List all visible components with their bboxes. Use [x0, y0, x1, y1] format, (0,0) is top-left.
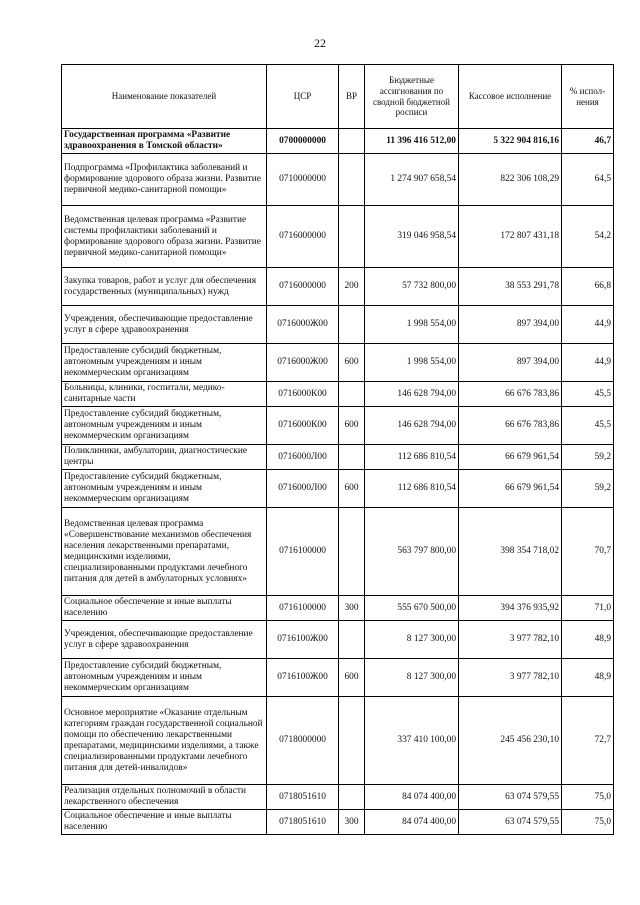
cell-csr: 0716000К00	[267, 407, 339, 445]
table-row	[62, 810, 614, 835]
header-vr: ВР	[339, 65, 365, 129]
table-row	[62, 129, 614, 154]
cell-name: Социальное обеспечение и иные выплаты населению	[62, 810, 267, 835]
cell-cash: 66 679 961,54	[459, 470, 562, 508]
cell-name: Предоставление субсидий бюджетным, автономным учреждениям и иным некоммерческим организациям	[62, 470, 267, 508]
cell-cash: 897 394,00	[459, 306, 562, 344]
cell-name: Реализация отдельных полномочий в области лекарственного обеспечения	[62, 785, 267, 810]
cell-csr: 0716100Ж00	[267, 659, 339, 697]
cell-pct: 75,0	[562, 810, 614, 835]
cell-pct: 48,9	[562, 659, 614, 697]
cell-cash: 66 679 961,54	[459, 445, 562, 470]
cell-pct: 45,5	[562, 382, 614, 407]
table-row	[62, 697, 614, 785]
cell-pct: 64,5	[562, 154, 614, 206]
cell-vr	[339, 129, 365, 154]
cell-vr	[339, 697, 365, 785]
cell-cash: 3 977 782,10	[459, 621, 562, 659]
cell-cash: 245 456 230,10	[459, 697, 562, 785]
cell-vr	[339, 621, 365, 659]
cell-vr	[339, 382, 365, 407]
cell-cash: 172 807 431,18	[459, 206, 562, 268]
cell-plan: 112 686 810,54	[365, 470, 459, 508]
cell-cash: 38 553 291,78	[459, 268, 562, 306]
budget-execution-table	[61, 64, 614, 835]
cell-csr: 0716000000	[267, 268, 339, 306]
cell-vr	[339, 508, 365, 596]
cell-plan: 112 686 810,54	[365, 445, 459, 470]
cell-vr: 600	[339, 470, 365, 508]
cell-csr: 0716000Л00	[267, 445, 339, 470]
cell-plan: 8 127 300,00	[365, 659, 459, 697]
cell-csr: 0716000Л00	[267, 470, 339, 508]
cell-name: Подпрограмма «Профилактика заболеваний и формирование здорового образа жизни. Развитие первичной медико-санитарной помощи»	[62, 154, 267, 206]
cell-pct: 72,7	[562, 697, 614, 785]
cell-vr: 300	[339, 810, 365, 835]
cell-csr: 0716000Ж00	[267, 306, 339, 344]
cell-csr: 0716000К00	[267, 382, 339, 407]
cell-pct: 44,9	[562, 306, 614, 344]
cell-cash: 3 977 782,10	[459, 659, 562, 697]
table-row	[62, 596, 614, 621]
cell-csr: 0718051610	[267, 785, 339, 810]
cell-cash: 66 676 783,86	[459, 382, 562, 407]
cell-plan: 146 628 794,00	[365, 407, 459, 445]
cell-plan: 11 396 416 512,00	[365, 129, 459, 154]
cell-vr: 600	[339, 659, 365, 697]
cell-vr	[339, 206, 365, 268]
cell-name: Ведомственная целевая программа «Развитие системы профилактики заболеваний и формирование здорового образа жизни. Развитие первичной медико-санитарной помощи»	[62, 206, 267, 268]
table-row	[62, 206, 614, 268]
cell-pct: 71,0	[562, 596, 614, 621]
cell-pct: 45,5	[562, 407, 614, 445]
cell-pct: 75,0	[562, 785, 614, 810]
cell-cash: 63 074 579,55	[459, 785, 562, 810]
cell-plan: 146 628 794,00	[365, 382, 459, 407]
cell-name: Предоставление субсидий бюджетным, автономным учреждениям и иным некоммерческим организациям	[62, 407, 267, 445]
cell-csr: 0716000000	[267, 206, 339, 268]
cell-cash: 5 322 904 816,16	[459, 129, 562, 154]
cell-cash: 63 074 579,55	[459, 810, 562, 835]
table-row	[62, 470, 614, 508]
cell-vr	[339, 445, 365, 470]
table-row	[62, 508, 614, 596]
cell-csr: 0716100Ж00	[267, 621, 339, 659]
header-csr: ЦСР	[267, 65, 339, 129]
table-row	[62, 382, 614, 407]
cell-name: Государственная программа «Развитие здравоохранения в Томской области»	[62, 129, 267, 154]
table-row	[62, 306, 614, 344]
cell-cash: 66 676 783,86	[459, 407, 562, 445]
cell-csr: 0718000000	[267, 697, 339, 785]
table-row	[62, 344, 614, 382]
cell-vr	[339, 785, 365, 810]
cell-plan: 1 998 554,00	[365, 344, 459, 382]
cell-name: Ведомственная целевая программа «Совершенствование механизмов обеспечения населения лекарственными препаратами, медицинскими изделиями, специализированными продуктами лечебного питания для детей в амбулаторных условиях»	[62, 508, 267, 596]
cell-name: Учреждения, обеспечивающие предоставление услуг в сфере здравоохранения	[62, 621, 267, 659]
cell-csr: 0718051610	[267, 810, 339, 835]
table-row	[62, 407, 614, 445]
table-row	[62, 268, 614, 306]
cell-vr: 300	[339, 596, 365, 621]
table-row	[62, 659, 614, 697]
cell-cash: 897 394,00	[459, 344, 562, 382]
cell-vr: 600	[339, 344, 365, 382]
cell-name: Закупка товаров, работ и услуг для обеспечения государственных (муниципальных) нужд	[62, 268, 267, 306]
table-header-row	[62, 65, 614, 129]
cell-csr: 0700000000	[267, 129, 339, 154]
cell-vr: 600	[339, 407, 365, 445]
cell-pct: 54,2	[562, 206, 614, 268]
cell-csr: 0716000Ж00	[267, 344, 339, 382]
cell-plan: 1 998 554,00	[365, 306, 459, 344]
cell-plan: 1 274 907 658,54	[365, 154, 459, 206]
cell-name: Больницы, клиники, госпитали, медико-санитарные части	[62, 382, 267, 407]
cell-cash: 822 306 108,29	[459, 154, 562, 206]
cell-name: Поликлиники, амбулатории, диагностические центры	[62, 445, 267, 470]
cell-pct: 46,7	[562, 129, 614, 154]
cell-vr	[339, 154, 365, 206]
cell-name: Предоставление субсидий бюджетным, автономным учреждениям и иным некоммерческим организациям	[62, 344, 267, 382]
cell-pct: 44,9	[562, 344, 614, 382]
cell-plan: 555 670 500,00	[365, 596, 459, 621]
cell-csr: 0716100000	[267, 596, 339, 621]
table-row	[62, 785, 614, 810]
cell-cash: 394 376 935,92	[459, 596, 562, 621]
table-body	[62, 129, 614, 835]
table-row	[62, 621, 614, 659]
cell-csr: 0716100000	[267, 508, 339, 596]
cell-name: Учреждения, обеспечивающие предоставление услуг в сфере здравоохранения	[62, 306, 267, 344]
cell-plan: 563 797 800,00	[365, 508, 459, 596]
cell-name: Основное мероприятие «Оказание отдельным категориям граждан государственной социальной помощи по обеспечению лекарственными препаратами, медицинскими изделиями, а также специализированными продуктами лечебного питания для детей-инвалидов»	[62, 697, 267, 785]
cell-pct: 59,2	[562, 470, 614, 508]
header-pct: % испол-нения	[562, 65, 614, 129]
page-number: 22	[314, 36, 326, 50]
header-cash: Кассовое исполнение	[459, 65, 562, 129]
cell-plan: 84 074 400,00	[365, 810, 459, 835]
header-plan: Бюджетные ассигнования по сводной бюджетной росписи	[365, 65, 459, 129]
cell-pct: 59,2	[562, 445, 614, 470]
cell-plan: 84 074 400,00	[365, 785, 459, 810]
table-row	[62, 154, 614, 206]
cell-vr: 200	[339, 268, 365, 306]
cell-csr: 0710000000	[267, 154, 339, 206]
table-row	[62, 445, 614, 470]
header-name: Наименование показателей	[62, 65, 267, 129]
cell-plan: 8 127 300,00	[365, 621, 459, 659]
cell-plan: 319 046 958,54	[365, 206, 459, 268]
cell-cash: 398 354 718,02	[459, 508, 562, 596]
cell-plan: 57 732 800,00	[365, 268, 459, 306]
cell-name: Предоставление субсидий бюджетным, автономным учреждениям и иным некоммерческим организациям	[62, 659, 267, 697]
cell-pct: 66,8	[562, 268, 614, 306]
cell-name: Социальное обеспечение и иные выплаты населению	[62, 596, 267, 621]
cell-pct: 70,7	[562, 508, 614, 596]
cell-pct: 48,9	[562, 621, 614, 659]
cell-plan: 337 410 100,00	[365, 697, 459, 785]
cell-vr	[339, 306, 365, 344]
